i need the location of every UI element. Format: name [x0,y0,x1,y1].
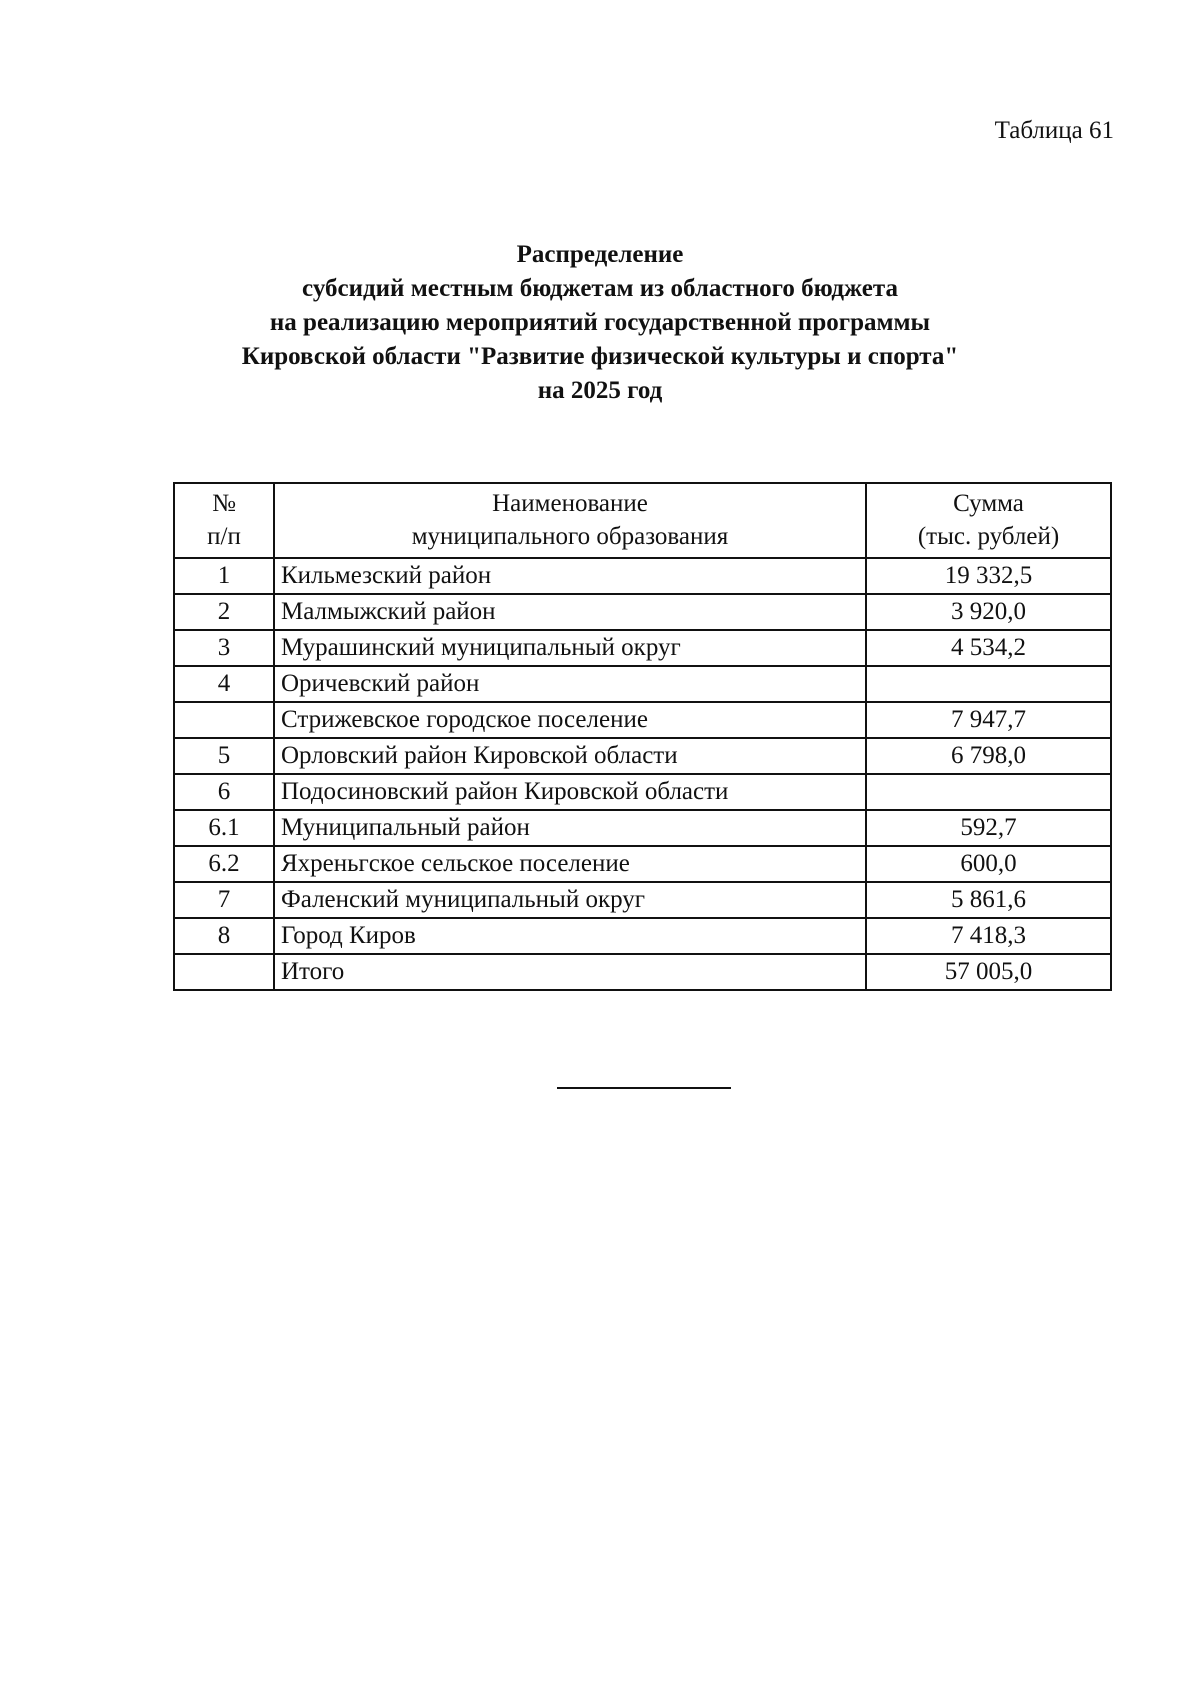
row-name: Кильмезский район [274,558,866,594]
table-number: Таблица 61 [994,117,1114,144]
closing-rule [557,1087,731,1089]
heading-line: субсидий местным бюджетам из областного бюджета [302,275,898,302]
row-name: Мурашинский муниципальный округ [274,630,866,666]
header-name-line: Наименование [492,490,648,517]
row-sum: 19 332,5 [866,558,1111,594]
row-name: Орловский район Кировской области [274,738,866,774]
row-sum: 600,0 [866,846,1111,882]
row-num: 4 [174,666,274,702]
row-num: 5 [174,738,274,774]
table-row [174,882,1111,918]
table-row [174,846,1111,882]
row-num: 6.1 [174,810,274,846]
row-name: Оричевский район [274,666,866,702]
header-num-line: № [212,490,236,517]
total-sum: 57 005,0 [866,954,1111,990]
header-name [274,483,866,558]
row-num [174,702,274,738]
header-name-line: муниципального образования [411,523,729,550]
row-num: 1 [174,558,274,594]
heading-line: на 2025 год [537,377,663,404]
row-name: Малмыжский район [274,594,866,630]
table-row [174,666,1111,702]
row-name: Город Киров [274,918,866,954]
document-heading [0,238,1200,408]
header-sum-line: Сумма [953,490,1024,517]
table-row [174,774,1111,810]
header-sum [866,483,1111,558]
row-name: Стрижевское городское поселение [274,702,866,738]
row-sum: 6 798,0 [866,738,1111,774]
row-sum [866,666,1111,702]
header-sum-line: (тыс. рублей) [917,523,1060,550]
row-name: Подосиновский район Кировской области [274,774,866,810]
row-name: Муниципальный район [274,810,866,846]
row-name: Фаленский муниципальный округ [274,882,866,918]
row-num: 7 [174,882,274,918]
table-row [174,558,1111,594]
row-sum: 7 418,3 [866,918,1111,954]
heading-line: Кировской области "Развитие физической культуры и спорта" [241,343,959,370]
total-num [174,954,274,990]
row-sum: 4 534,2 [866,630,1111,666]
heading-line: Распределение [516,241,684,268]
total-label: Итого [274,954,866,990]
header-num-line: п/п [207,523,241,550]
row-sum: 5 861,6 [866,882,1111,918]
table-total-row [174,954,1111,990]
table-row [174,594,1111,630]
heading-line: на реализацию мероприятий государственной программы [269,309,931,336]
row-num: 2 [174,594,274,630]
row-num: 3 [174,630,274,666]
table-header-row [174,483,1111,558]
row-name: Яхреньгское сельское поселение [274,846,866,882]
row-sum: 3 920,0 [866,594,1111,630]
row-num: 6.2 [174,846,274,882]
row-sum [866,774,1111,810]
table-row [174,702,1111,738]
table-row [174,918,1111,954]
row-sum: 592,7 [866,810,1111,846]
table-row [174,630,1111,666]
row-num: 6 [174,774,274,810]
header-num [174,483,274,558]
row-sum: 7 947,7 [866,702,1111,738]
subsidies-table [173,482,1112,991]
table-row [174,738,1111,774]
row-num: 8 [174,918,274,954]
table-row [174,810,1111,846]
